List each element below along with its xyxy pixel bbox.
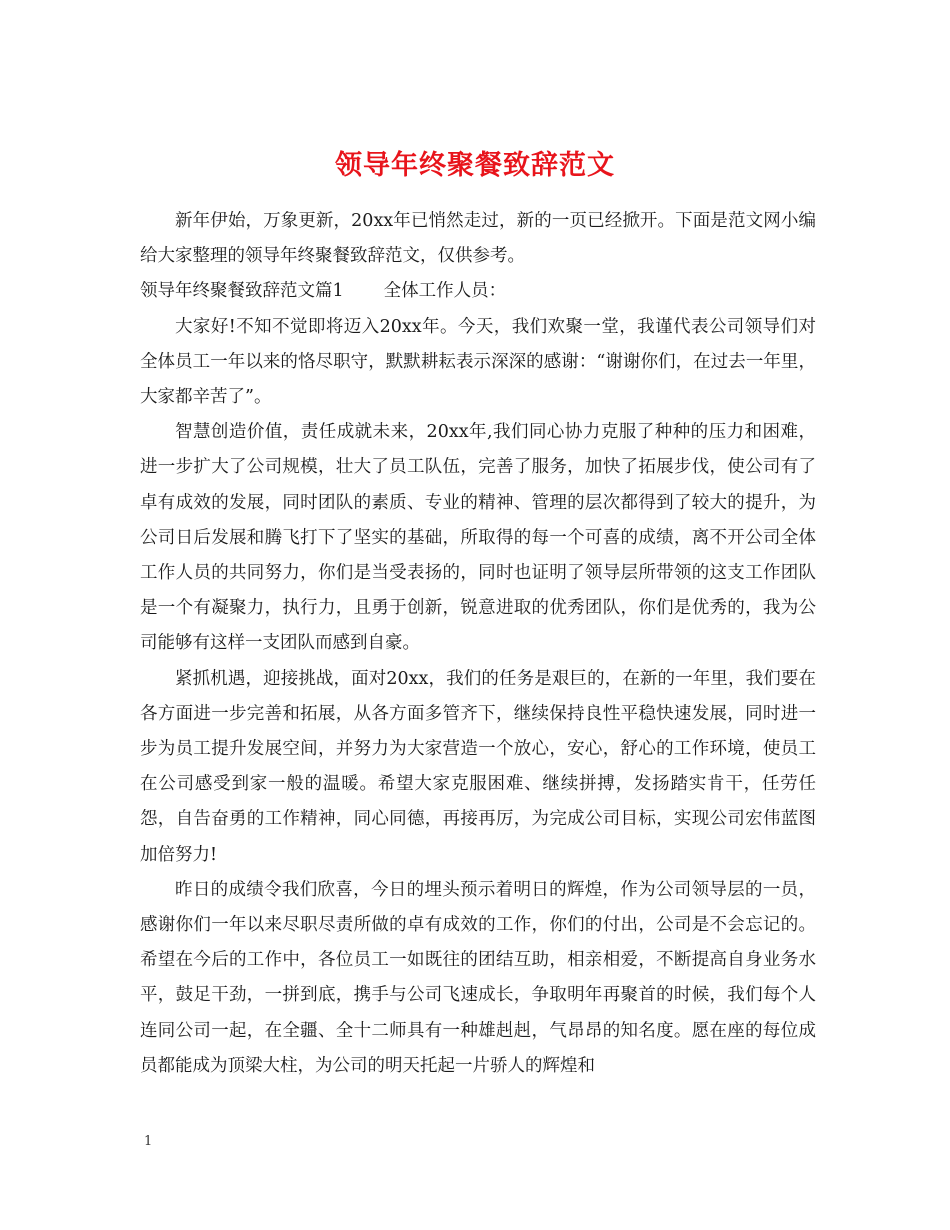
body-paragraph-1: 大家好!不知不觉即将迈入20xx年。今天，我们欢聚一堂，我谨代表公司领导们对全体员工一年以来的恪尽职守，默默耕耘表示深深的感谢：“谢谢你们，在过去一年里，大家都辛苦了”。 (140, 316, 816, 408)
section-heading-line (140, 274, 816, 309)
salutation: 全体工作人员： (383, 281, 507, 302)
body-paragraph-4: 昨日的成绩令我们欣喜，今日的埋头预示着明日的辉煌，作为公司领导层的一员，感谢你们一年以来尽职尽责所做的卓有成效的工作，你们的付出，公司是不会忘记的。希望在今后的工作中，各位员工一如既往的团结互助，相亲相爱，不断提高自身业务水平，鼓足干劲，一拼到底，携手与公司飞速成长，争取明年再聚首的时候，我们每个人连同公司一起，在全疆、全十二师具有一种雄赳赳，气昂昂的知名度。愿在座的每位成员都能成为顶梁大柱，为公司的明天托起一片骄人的辉煌和 (140, 879, 816, 1076)
section-heading: 领导年终聚餐致辞范文篇1 (140, 281, 344, 302)
document-title: 领导年终聚餐致辞范文 (335, 150, 615, 182)
intro-paragraph: 新年伊始，万象更新，20xx年已悄然走过，新的一页已经掀开。下面是范文网小编给大家整理的领导年终聚餐致辞范文，仅供参考。 (140, 211, 816, 267)
body-paragraph-2: 智慧创造价值，责任成就未来，20xx年,我们同心协力克服了种种的压力和困难，进一步扩大了公司规模，壮大了员工队伍，完善了服务，加快了拓展步伐，使公司有了卓有成效的发展，同时团队的素质、专业的精神、管理的层次都得到了较大的提升，为公司日后发展和腾飞打下了坚实的基础，所取得的每一个可喜的成绩，离不开公司全体工作人员的共同努力，你们是当受表扬的，同时也证明了领导层所带领的这支工作团队是一个有凝聚力，执行力，且勇于创新，锐意进取的优秀团队，你们是优秀的，我为公司能够有这样一支团队而感到自豪。 (140, 422, 816, 654)
page-number: 1 (144, 1134, 153, 1149)
body-paragraph-3: 紧抓机遇，迎接挑战，面对20xx，我们的任务是艰巨的，在新的一年里，我们要在各方面进一步完善和拓展，从各方面多管齐下，继续保持良性平稳快速发展，同时进一步为员工提升发展空间，并努力为大家营造一个放心，安心，舒心的工作环境，使员工在公司感受到家一般的温暖。希望大家克服困难、继续拼搏，发扬踏实肯干，任劳任怨，自告奋勇的工作精神，同心同德，再接再厉，为完成公司目标，实现公司宏伟蓝图加倍努力! (140, 668, 816, 865)
document-body (140, 204, 816, 1084)
